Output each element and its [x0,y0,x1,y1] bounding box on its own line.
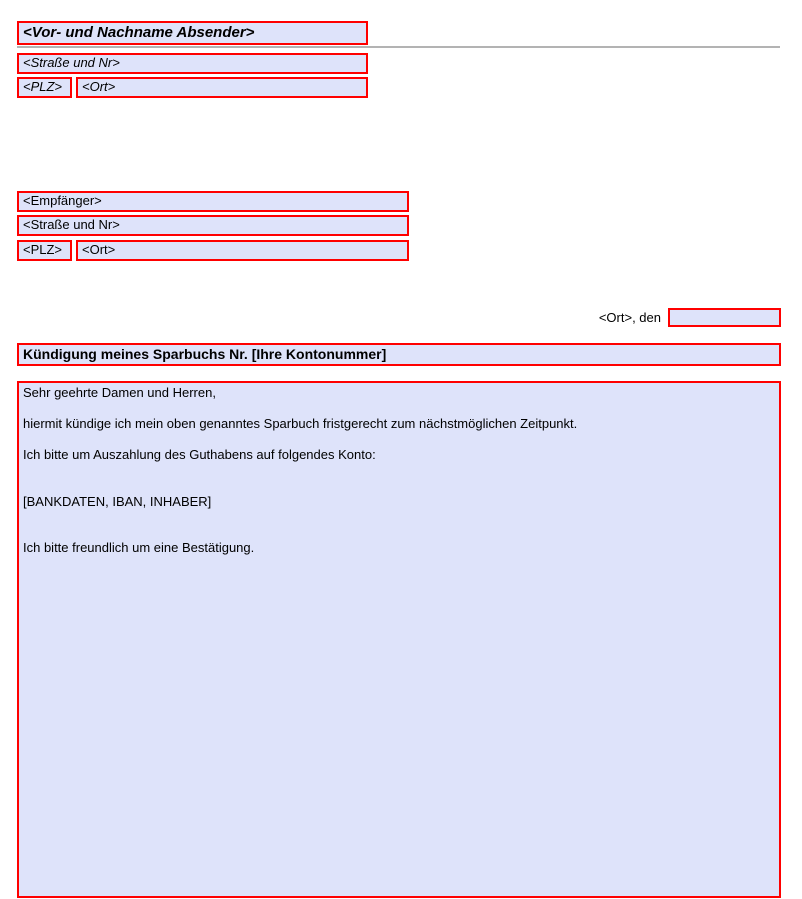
recipient-street-field[interactable]: <Straße und Nr> [17,215,409,236]
sender-city-field[interactable]: <Ort> [76,77,368,98]
body-line: Sehr geehrte Damen und Herren, [23,385,216,400]
dateline-label: <Ort>, den [598,309,661,325]
date-field[interactable] [668,308,781,327]
body-line: [BANKDATEN, IBAN, INHABER] [23,493,212,509]
recipient-name-field[interactable]: <Empfänger> [17,191,409,212]
body-line [23,401,775,417]
body-line: Ich bitte freundlich um eine Bestätigung. [23,540,255,555]
body-line [23,509,775,525]
sender-name-field[interactable]: <Vor- und Nachname Absender> [17,21,368,45]
body-line [23,478,775,494]
recipient-postal-code-field[interactable]: <PLZ> [17,240,72,261]
header-divider [17,46,780,48]
sender-postal-code-field[interactable]: <PLZ> [17,77,72,98]
body-line [23,432,775,448]
body-line: hiermit kündige ich mein oben genanntes Sparbuch fristgerecht zum nächstmöglichen Zeitpunkt. [23,416,578,431]
body-field[interactable] [17,381,781,898]
dateline [599,307,781,327]
subject-field[interactable]: Kündigung meines Sparbuchs Nr. [Ihre Kontonummer] [17,343,781,366]
recipient-city-field[interactable]: <Ort> [76,240,409,261]
body-line [23,463,775,479]
body-line: Ich bitte um Auszahlung des Guthabens auf folgendes Konto: [23,447,376,462]
sender-street-field[interactable]: <Straße und Nr> [17,53,368,74]
body-line [23,525,775,541]
